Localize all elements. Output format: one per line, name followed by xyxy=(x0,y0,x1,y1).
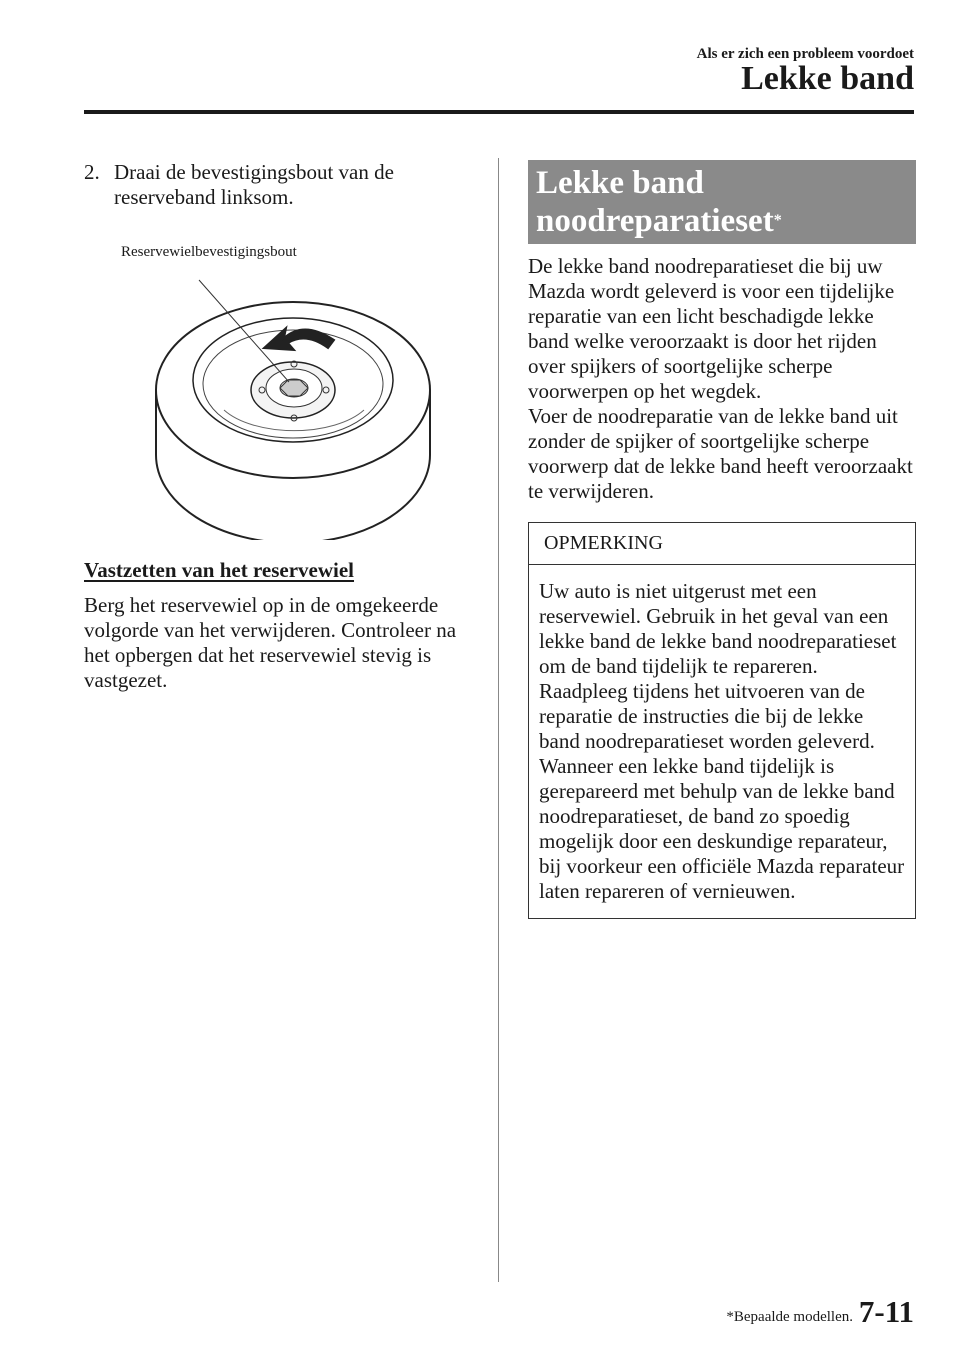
note-box xyxy=(528,522,916,919)
step-item xyxy=(84,160,464,210)
section-title-marker: * xyxy=(773,212,782,229)
figure-callout-label: Reservewielbevestigingsbout xyxy=(121,244,297,260)
running-header-section: Als er zich een probleem voordoet xyxy=(696,46,914,62)
note-body: Uw auto is niet uitgerust met een reservewiel. Gebruik in het geval van een lekke band de lekke band noodreparatieset om de band tijdelijk te repareren. Raadpleeg tijdens het uitvoeren van de reparatie de instructies die bij de lekke band noodreparatieset worden geleverd. Wanneer een lekke band tijdelijk is gerepareerd met behulp van de lekke band noodreparatieset, de band zo spoedig mogelijk door een deskundige reparateur, bij voorkeur een officiële Mazda reparateur laten repareren of vernieuwen. xyxy=(539,579,905,903)
step-text: Draai de bevestigingsbout van de reserveband linksom. xyxy=(114,160,394,209)
header-rule xyxy=(84,110,914,114)
column-divider xyxy=(498,158,499,1282)
spare-tire-figure xyxy=(84,240,444,540)
page-number: 7-11 xyxy=(858,1294,914,1329)
section-title-banner xyxy=(528,160,916,244)
spare-tire-illustration xyxy=(84,240,444,540)
intro-paragraph-1: De lekke band noodreparatieset die bij uw Mazda wordt geleverd is voor een tijdelijke reparatie van een licht beschadigde lekke band welke veroorzaakt is door het rijden over spijkers of soortgelijke scherpe voorwerpen op het wegdek. xyxy=(528,254,895,403)
subheading: Vastzetten van het reservewiel xyxy=(84,558,355,582)
intro-paragraph-2: Voer de noodreparatie van de lekke band uit zonder de spijker of soortgelijke scherpe voorwerp dat de lekke band heeft veroorzaakt te verwijderen. xyxy=(528,404,913,503)
right-column xyxy=(528,160,916,919)
running-header-title: Lekke band xyxy=(741,60,914,97)
left-column xyxy=(84,160,464,693)
section-title: Lekke band noodreparatieset xyxy=(536,165,774,239)
footer-note: *Bepaalde modellen. xyxy=(726,1309,853,1325)
body-paragraph: Berg het reservewiel op in de omgekeerde volgorde van het verwijderen. Controleer na het opbergen dat het reservewiel stevig is vastgezet. xyxy=(84,593,457,692)
step-number: 2. xyxy=(84,160,100,184)
note-heading: OPMERKING xyxy=(529,523,915,565)
